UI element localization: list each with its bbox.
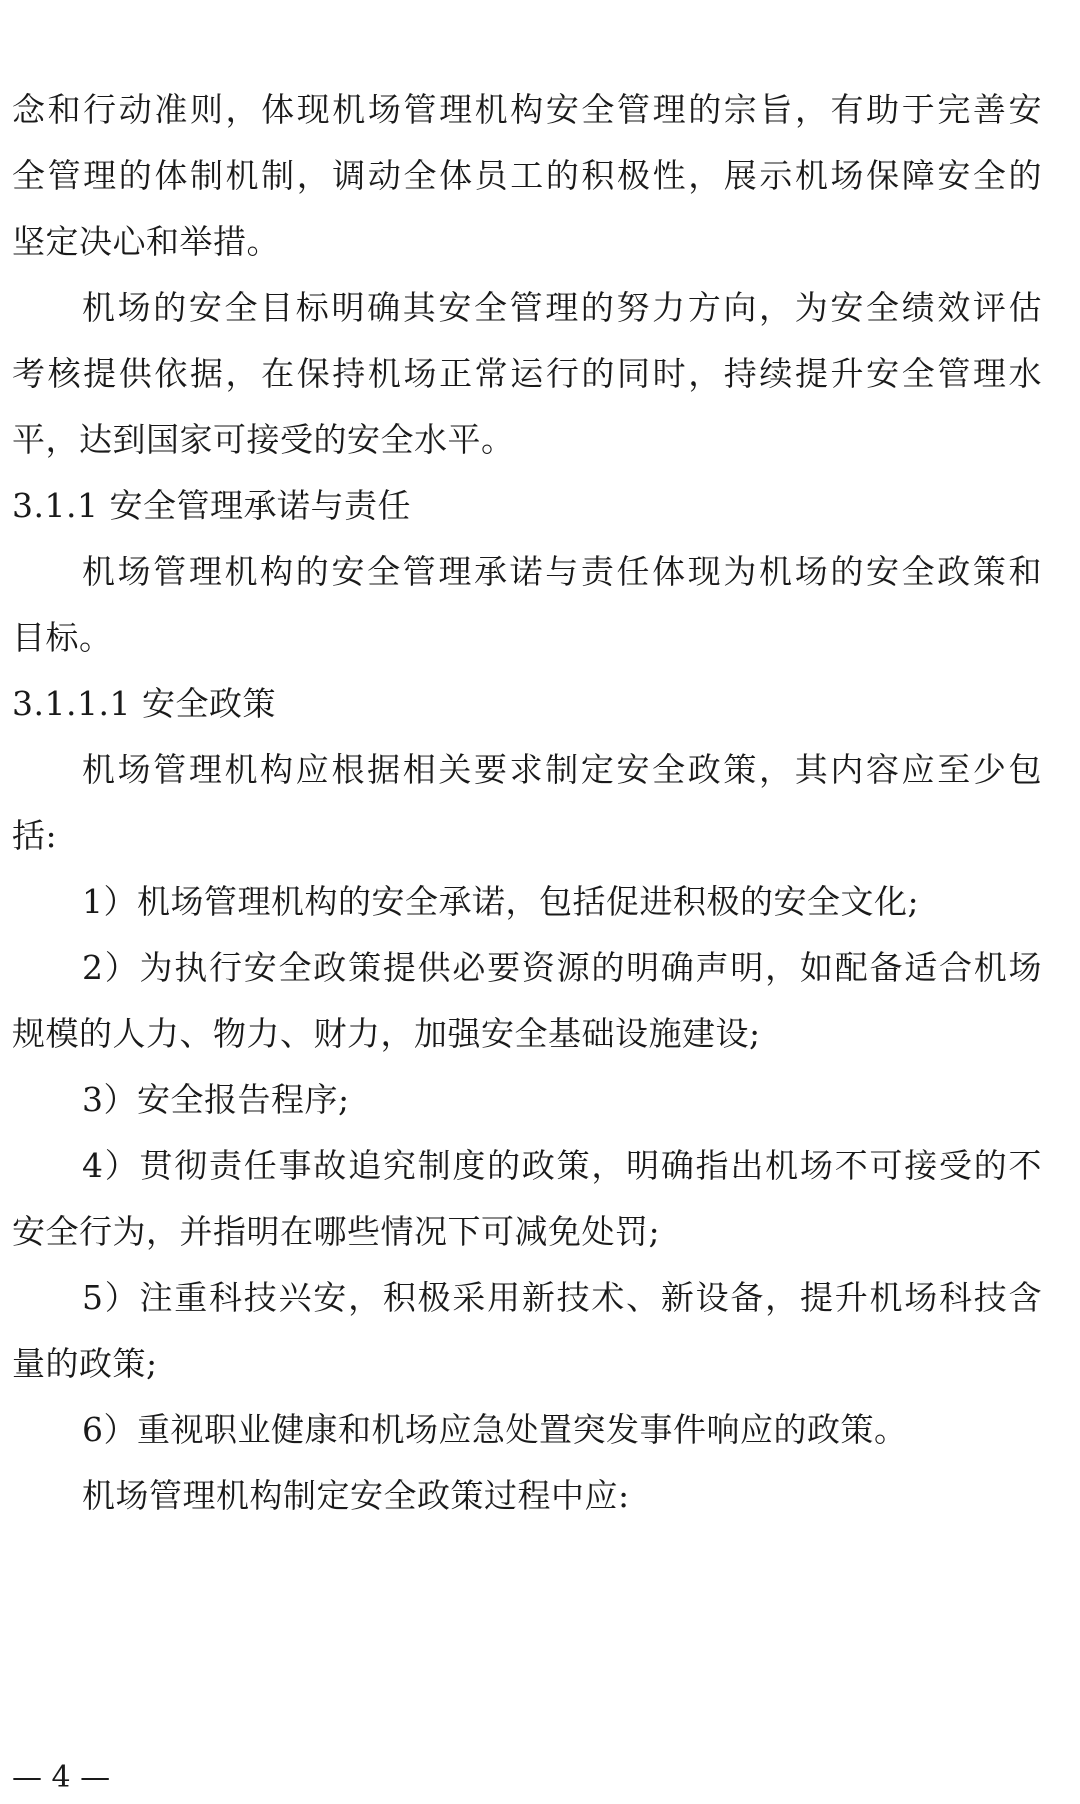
text-line-3: 坚定决心和举措。 bbox=[12, 222, 280, 261]
text-line-4: 机场的安全目标明确其安全管理的努力方向，为安全绩效评估 bbox=[82, 288, 1042, 327]
page-number: — 4 — bbox=[12, 1760, 111, 1795]
text-line-12: 括: bbox=[12, 816, 58, 855]
list-item-4: 4）贯彻责任事故追究制度的政策，明确指出机场不可接受的不 bbox=[82, 1146, 1042, 1185]
list-item-4-continued: 安全行为，并指明在哪些情况下可减免处罚; bbox=[12, 1212, 661, 1251]
text-line-8: 机场管理机构的安全管理承诺与责任体现为机场的安全政策和 bbox=[82, 552, 1042, 591]
list-item-6: 6）重视职业健康和机场应急处置突发事件响应的政策。 bbox=[82, 1410, 908, 1449]
section-heading-3-1-1: 3.1.1 安全管理承诺与责任 bbox=[12, 486, 411, 525]
section-heading-3-1-1-1: 3.1.1.1 安全政策 bbox=[12, 684, 276, 723]
text-line-6: 平，达到国家可接受的安全水平。 bbox=[12, 420, 515, 459]
text-line-5: 考核提供依据，在保持机场正常运行的同时，持续提升安全管理水 bbox=[12, 354, 1042, 393]
text-line-1: 念和行动准则，体现机场管理机构安全管理的宗旨，有助于完善安 bbox=[12, 90, 1042, 129]
list-item-2-continued: 规模的人力、物力、财力，加强安全基础设施建设; bbox=[12, 1014, 761, 1053]
list-item-1: 1）机场管理机构的安全承诺，包括促进积极的安全文化; bbox=[82, 882, 920, 921]
text-line-22: 机场管理机构制定安全政策过程中应: bbox=[82, 1476, 630, 1515]
list-item-2: 2）为执行安全政策提供必要资源的明确声明，如配备适合机场 bbox=[82, 948, 1042, 987]
list-item-5-continued: 量的政策; bbox=[12, 1344, 158, 1383]
text-line-2: 全管理的体制机制，调动全体员工的积极性，展示机场保障安全的 bbox=[12, 156, 1042, 195]
text-line-11: 机场管理机构应根据相关要求制定安全政策，其内容应至少包 bbox=[82, 750, 1042, 789]
text-line-9: 目标。 bbox=[12, 618, 113, 657]
list-item-5: 5）注重科技兴安，积极采用新技术、新设备，提升机场科技含 bbox=[82, 1278, 1042, 1317]
list-item-3: 3）安全报告程序; bbox=[82, 1080, 350, 1119]
